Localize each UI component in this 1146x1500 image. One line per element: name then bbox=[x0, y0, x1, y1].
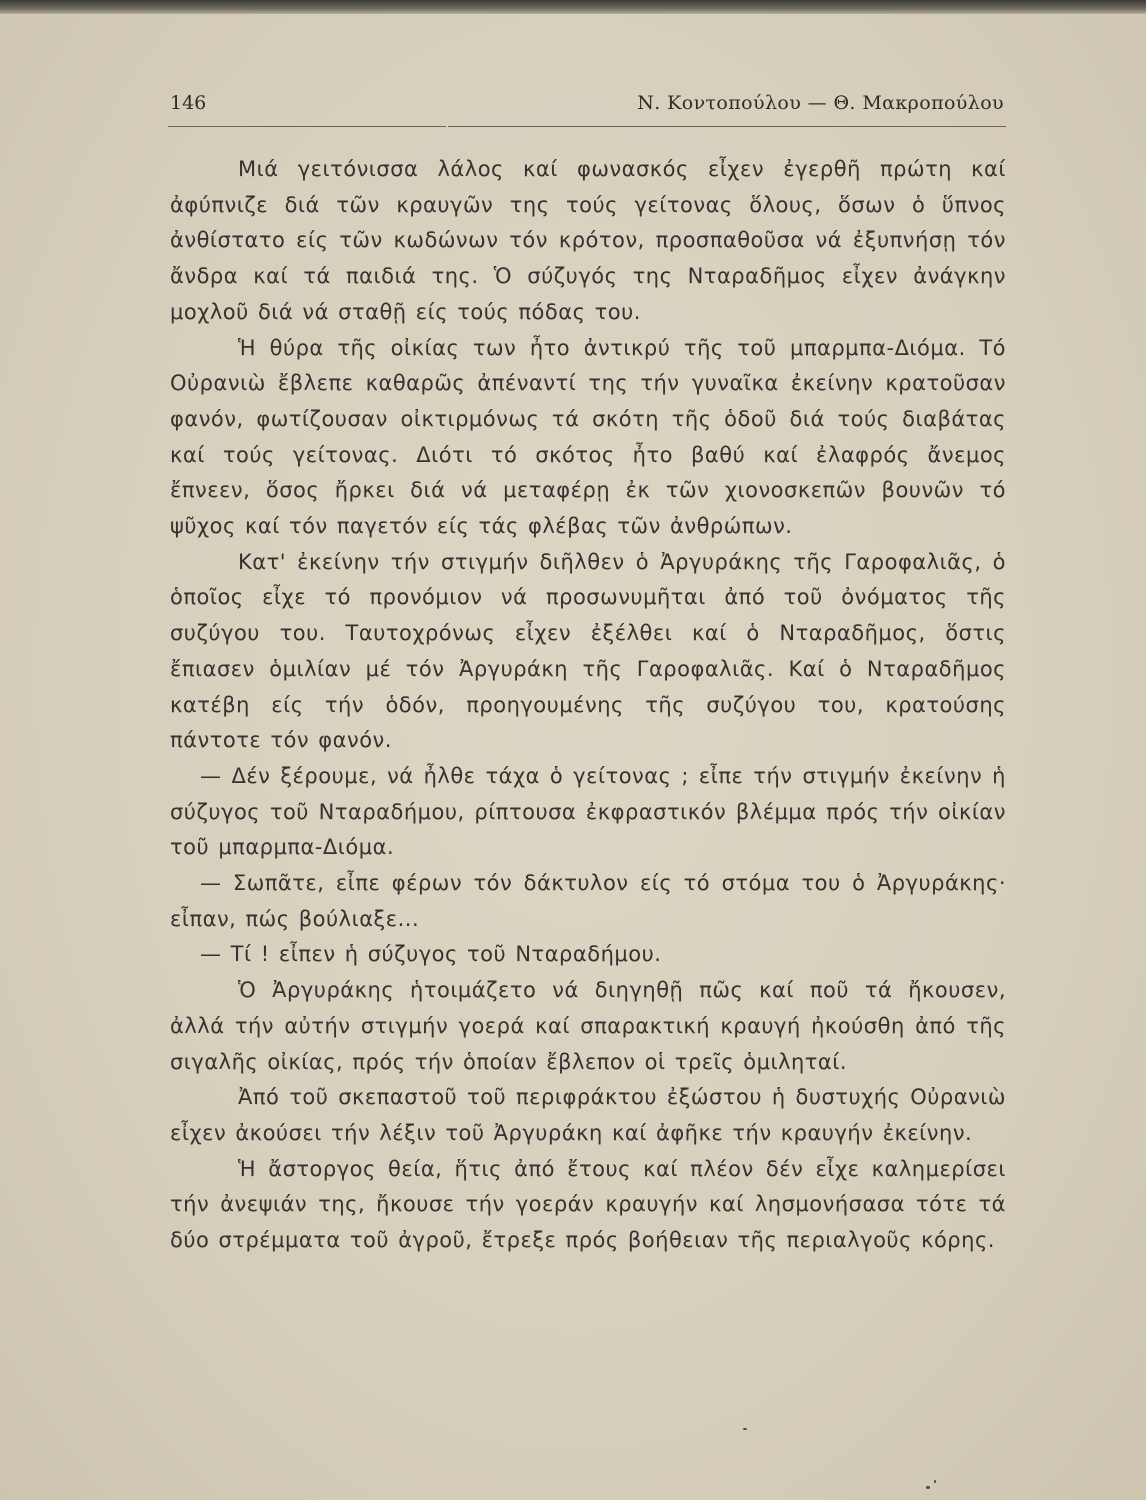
dialogue-paragraph: — Τί ! εἶπεν ἡ σύζυγος τοῦ Νταραδήμου. bbox=[200, 942, 662, 967]
page-header bbox=[170, 92, 1010, 124]
body-text bbox=[170, 152, 1006, 1259]
page-number: 146 bbox=[170, 92, 207, 114]
dialogue-paragraph: — Σωπᾶτε, εἶπε φέρων τόν δάκτυλον είς τό στόμα του ὁ Ἀργυράκης· εἶπαν, πώς βούλιαξε... bbox=[170, 871, 1006, 931]
paragraph: Μιά γειτόνισσα λάλος καί φωνασκός εἶχεν ἐγερθῆ πρώτη καί ἀφύπνιζε διά τῶν κραυγῶν της τούς γείτονας ὅλους, ὅσων ὁ ὕπνος ἀνθίστατο είς τῶν κωδώνων τόν κρότον, προσπαθοῦσα νά ἐξυπνήσῃ τόν ἄνδρα καί τά παιδιά της. Ὁ σύζυγός της Νταραδῆμος εἶχεν ἀνάγκην μοχλοῦ διά νά σταθῇ είς τούς πόδας του. bbox=[170, 157, 1006, 324]
paragraph: Ἀπό τοῦ σκεπαστοῦ τοῦ περιφράκτου ἐξώστου ἡ δυστυχής Οὐρανιὼ εἶχεν ἀκούσει τήν λέξιν τοῦ Ἀργυράκη καί ἀφῆκε τήν κραυγήν ἐκείνην. bbox=[170, 1085, 1006, 1145]
header-rule-right bbox=[448, 126, 1006, 127]
paragraph: Κατ' ἐκείνην τήν στιγμήν διῆλθεν ὁ Ἀργυράκης τῆς Γαροφαλιᾶς, ὁ ὁποῖος εἶχε τό προνόμιον νά προσωνυμῆται ἀπό τοῦ ὀνόματος τῆς συζύγου του. Ταυτοχρόνως εἶχεν ἐξέλθει καί ὁ Νταραδῆμος, ὅστις ἔπιασεν ὁμιλίαν μέ τόν Ἀργυράκη τῆς Γαροφαλιᾶς. Καί ὁ Νταραδῆμος κατέβη είς τήν ὁδόν, προηγουμένης τῆς συζύγου του, κρατούσης πάντοτε τόν φανόν. bbox=[170, 549, 1006, 753]
ink-speck bbox=[743, 1428, 747, 1430]
dialogue-paragraph: — Δέν ξέρουμε, νά ἦλθε τάχα ὁ γείτονας ; εἶπε τήν στιγμήν ἐκείνην ἡ σύζυγος τοῦ Νταραδήμου, ρίπτουσα ἐκφραστικόν βλέμμα πρός τήν οἰκίαν τοῦ μπαρμπα-Διόμα. bbox=[170, 763, 1006, 860]
page-top-edge bbox=[0, 0, 1146, 14]
ink-speck bbox=[926, 1486, 930, 1489]
header-rule-left bbox=[168, 126, 446, 127]
ink-speck bbox=[934, 1480, 936, 1483]
running-head: Ν. Κοντοπούλου — Θ. Μακροπούλου bbox=[637, 92, 1004, 114]
paragraph: Ἡ ἄστοργος θεία, ἥτις ἀπό ἔτους καί πλέον δέν εἶχε καλημερίσει τήν ἀνεψιάν της, ἤκουσε τήν γοεράν κραυγήν καί λησμονήσασα τότε τά δύο στρέμματα τοῦ ἀγροῦ, ἔτρεξε πρός βοήθειαν τῆς περιαλγοῦς κόρης. bbox=[170, 1156, 1006, 1253]
paragraph: Ἡ θύρα τῆς οἰκίας των ἦτο ἀντικρύ τῆς τοῦ μπαρμπα-Διόμα. Τό Οὐρανιὼ ἔβλεπε καθαρῶς ἀπέναντί της τήν γυναῖκα ἐκείνην κρατοῦσαν φανόν, φωτίζουσαν οἰκτιρμόνως τά σκότη τῆς ὁδοῦ διά τούς διαβάτας καί τούς γείτονας. Διότι τό σκότος ἦτο βαθύ καί ἐλαφρός ἄνεμος ἔπνεεν, ὅσος ἤρκει διά νά μεταφέρῃ ἐκ τῶν χιονοσκεπῶν βουνῶν τό ψῦχος καί τόν παγετόν είς τάς φλέβας τῶν ἀνθρώπων. bbox=[170, 335, 1006, 539]
paragraph: Ὁ Ἀργυράκης ἡτοιμάζετο νά διηγηθῇ πῶς καί ποῦ τά ἤκουσεν, ἀλλά τήν αὐτήν στιγμήν γοερά καί σπαρακτική κραυγή ἠκούσθη ἀπό τῆς σιγαλῆς οἰκίας, πρός τήν ὁποίαν ἔβλεπον οἱ τρεῖς ὁμιληταί. bbox=[170, 978, 1006, 1074]
